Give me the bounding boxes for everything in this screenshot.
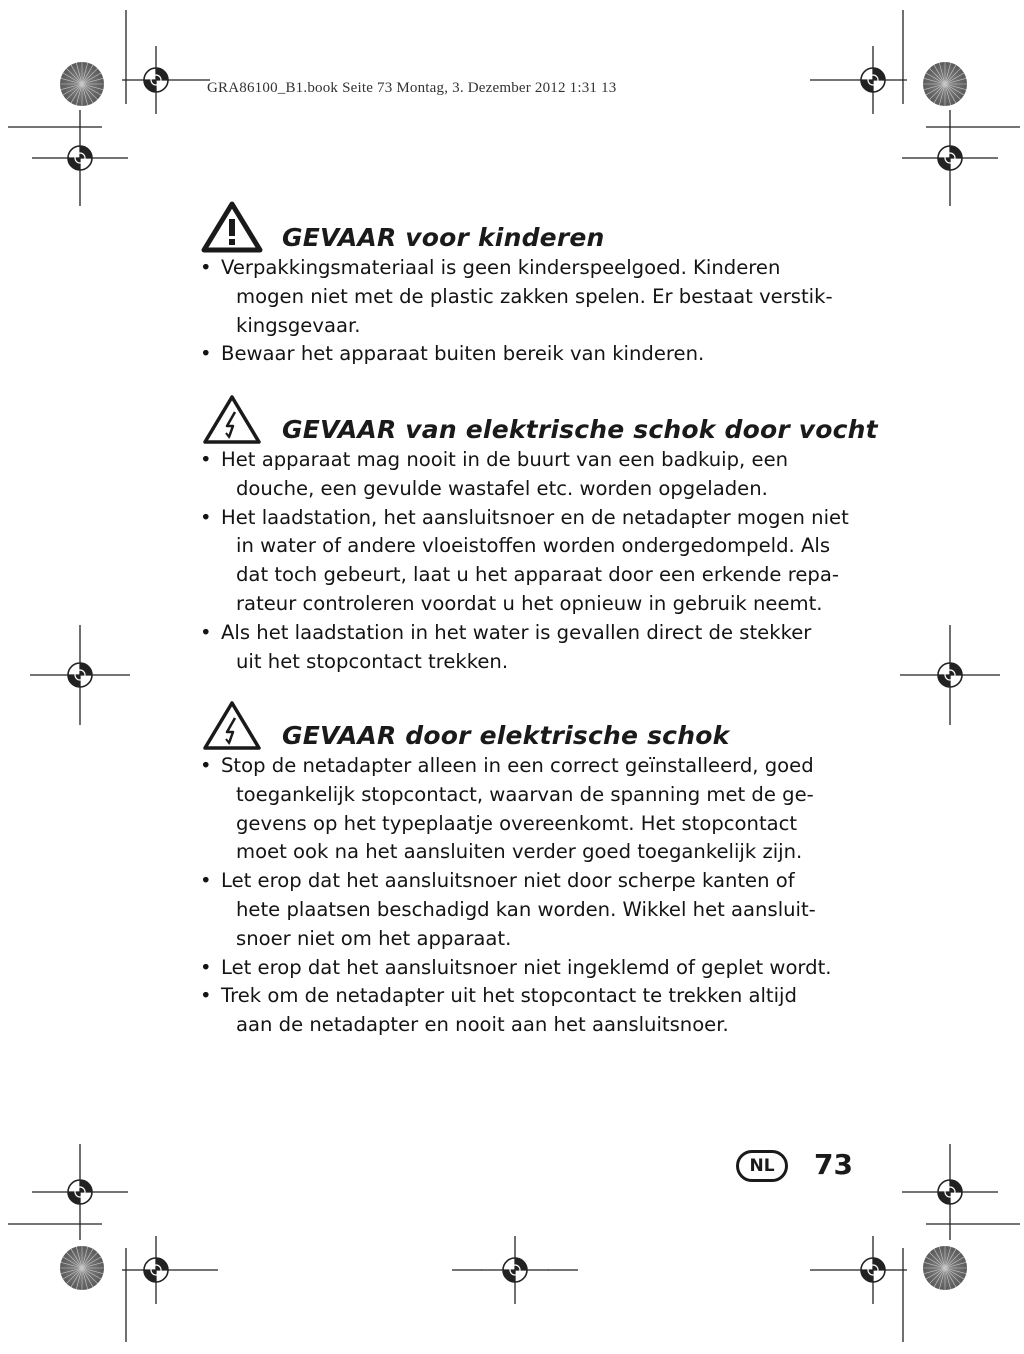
- electric-shock-icon: [200, 392, 264, 446]
- crosshair-icon: [122, 1236, 190, 1304]
- item-text-line: hete plaatsen beschadigd kan worden. Wikkel het aansluit-: [236, 897, 816, 921]
- item-text-line: in water of andere vloeistoffen worden ondergedompeld. Als: [236, 534, 831, 558]
- section-electric-shock-danger: [200, 698, 870, 1040]
- section-heading: [200, 200, 870, 254]
- item-text-line: Let erop dat het aansluitsnoer niet door scherpe kanten of: [221, 869, 795, 893]
- bullet-icon: •: [200, 620, 212, 644]
- bullet-icon: •: [200, 955, 212, 979]
- electric-shock-icon: [200, 698, 264, 752]
- item-text-line: Als het laadstation in het water is gevallen direct de stekker: [221, 620, 812, 644]
- section-moisture-shock-danger: [200, 392, 878, 676]
- list-item: [200, 954, 870, 983]
- item-text-line: toegankelijk stopcontact, waarvan de spanning met de ge-: [236, 782, 814, 806]
- item-text-line: aan de netadapter en nooit aan het aansluitsnoer.: [236, 1013, 729, 1037]
- crosshair-icon: [839, 1236, 907, 1304]
- language-badge: NL: [736, 1150, 788, 1182]
- item-text-line: rateur controleren voordat u het opnieuw in gebruik neemt.: [236, 591, 823, 615]
- color-target-icon: [60, 1246, 104, 1290]
- item-text-line: Bewaar het apparaat buiten bereik van kinderen.: [221, 342, 705, 366]
- item-text-line: Verpakkingsmateriaal is geen kinderspeelgoed. Kinderen: [221, 256, 781, 279]
- bullet-icon: •: [200, 754, 212, 777]
- page-number: 73: [814, 1148, 853, 1181]
- crosshair-icon: [122, 46, 190, 114]
- item-list: [200, 254, 870, 369]
- item-text-line: Trek om de netadapter uit het stopcontact te trekken altijd: [221, 984, 797, 1008]
- color-target-icon: [923, 62, 967, 106]
- section-children-danger: [200, 200, 870, 369]
- warning-icon: [200, 200, 264, 254]
- crosshair-icon: [902, 110, 998, 206]
- item-text-line: douche, een gevulde wastafel etc. worden opgeladen.: [236, 476, 768, 500]
- crosshair-icon: [902, 1144, 998, 1240]
- item-list: [200, 752, 870, 1040]
- bullet-icon: •: [200, 505, 212, 529]
- color-target-icon: [923, 1246, 967, 1290]
- crosshair-icon: [900, 625, 1000, 725]
- section-title: GEVAAR van elektrische schok door vocht: [282, 415, 878, 444]
- item-text-line: moet ook na het aansluiten verder goed toegankelijk zijn.: [236, 840, 803, 864]
- crosshair-icon: [839, 46, 907, 114]
- item-text-line: Het laadstation, het aansluitsnoer en de netadapter mogen niet: [221, 505, 849, 529]
- crosshair-icon: [32, 110, 128, 206]
- bullet-icon: •: [200, 984, 212, 1008]
- item-text-line: gevens op het typeplaatje overeenkomt. Het stopcontact: [236, 811, 798, 835]
- crosshair-icon: [32, 1144, 128, 1240]
- list-item: [200, 867, 870, 953]
- bullet-icon: •: [200, 448, 212, 471]
- item-text-line: snoer niet om het apparaat.: [236, 926, 512, 950]
- section-heading: [200, 392, 878, 446]
- item-text-line: Stop de netadapter alleen in een correct geïnstalleerd, goed: [221, 754, 814, 777]
- crosshair-icon: [481, 1236, 549, 1304]
- list-item: [200, 254, 870, 340]
- bullet-icon: •: [200, 342, 212, 366]
- item-text-line: mogen niet met de plastic zakken spelen. Er bestaat verstik-: [236, 284, 833, 308]
- item-text-line: kingsgevaar.: [236, 313, 361, 337]
- list-item: [200, 504, 870, 619]
- list-item: [200, 619, 870, 677]
- section-heading: [200, 698, 870, 752]
- crosshair-icon: [30, 625, 130, 725]
- list-item: [200, 752, 870, 867]
- print-info-line: GRA86100_B1.book Seite 73 Montag, 3. Dezember 2012 1:31 13: [207, 80, 617, 96]
- item-text-line: dat toch gebeurt, laat u het apparaat door een erkende repa-: [236, 563, 839, 587]
- bullet-icon: •: [200, 256, 212, 279]
- section-title: GEVAAR voor kinderen: [282, 223, 605, 252]
- item-list: [200, 446, 870, 676]
- list-item: [200, 340, 870, 369]
- item-text-line: Let erop dat het aansluitsnoer niet ingeklemd of geplet wordt.: [221, 955, 832, 979]
- item-text-line: Het apparaat mag nooit in de buurt van een badkuip, een: [221, 448, 789, 471]
- section-title: GEVAAR door elektrische schok: [282, 721, 730, 750]
- color-target-icon: [60, 62, 104, 106]
- item-text-line: uit het stopcontact trekken.: [236, 649, 509, 673]
- list-item: [200, 982, 870, 1040]
- list-item: [200, 446, 870, 504]
- bullet-icon: •: [200, 869, 212, 893]
